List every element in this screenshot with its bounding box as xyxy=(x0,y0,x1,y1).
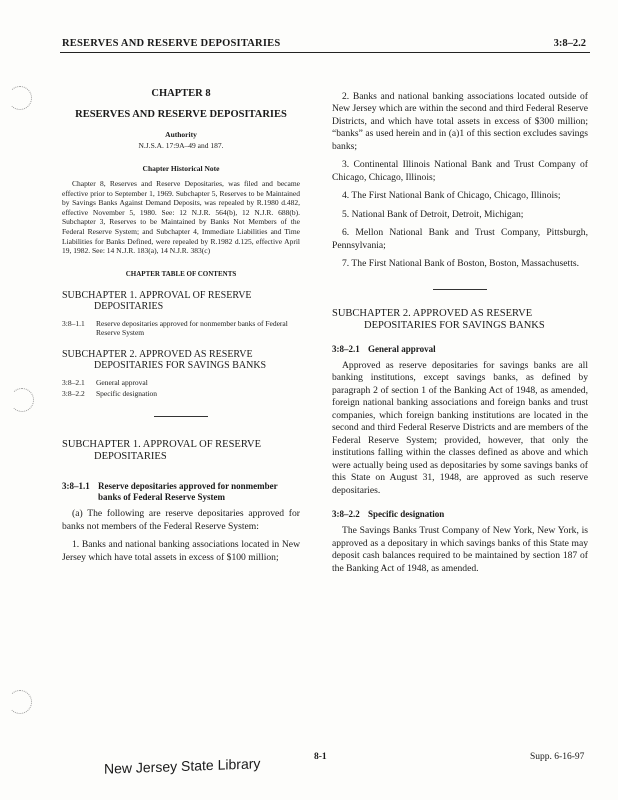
running-header-title: RESERVES AND RESERVE DEPOSITARIES xyxy=(62,38,281,49)
authority-label: Authority xyxy=(165,130,197,139)
toc-entry-number: 3:8–1.1 xyxy=(62,318,85,328)
toc-subchapter-1: SUBCHAPTER 1. APPROVAL OF RESERVE DEPOSITARIES xyxy=(62,289,252,313)
toc-subchapter-2: SUBCHAPTER 2. APPROVED AS RESERVE DEPOSITARIES FOR SAVINGS BANKS xyxy=(62,348,267,372)
toc-entry-number: 3:8–2.2 xyxy=(62,388,85,398)
toc-entry-text: General approval xyxy=(96,377,148,387)
toc-entry xyxy=(62,378,300,387)
list-item: 4. The First National Bank of Chicago, Chicago, Illinois; xyxy=(342,190,561,202)
list-item: 2. Banks and national banking associations located outside of New Jersey which are within the second and third Federal Reserve Districts, and which have total assets in excess of $300 million; “banks” as used herein and in (a)1 of this section excludes savings banks; xyxy=(332,91,588,152)
punch-hole-mark xyxy=(8,86,32,110)
section-title: Specific designation xyxy=(368,509,445,520)
punch-hole-mark xyxy=(10,388,34,412)
section-divider xyxy=(154,416,208,417)
authority-text: N.J.S.A. 17:9A–49 and 187. xyxy=(138,141,224,150)
chapter-number: CHAPTER 8 xyxy=(151,88,211,99)
history-label: Chapter Historical Note xyxy=(142,164,220,173)
list-item: 3. Continental Illinois National Bank and Trust Company of Chicago, Chicago, Illinois; xyxy=(332,159,588,183)
section-heading xyxy=(332,344,588,355)
section-heading xyxy=(62,481,300,504)
subchapter-1-heading: SUBCHAPTER 1. APPROVAL OF RESERVE DEPOSITARIES xyxy=(62,438,261,462)
section-title: General approval xyxy=(368,343,436,354)
punch-hole-mark xyxy=(8,690,32,714)
history-note: Chapter 8, Reserves and Reserve Depositaries, was filed and became effective prior to September 1, 1969. Subchapter 5, Reserves to be Maintained by Savings Banks Against Demand Deposits, was repealed by R.1980 d.482, effective November 5, 1980. See: 12 N.J.R. 564(b), 12 N.J.R. 688(b). Subchapter 3, Reserves to be Maintained by Banks Not Members of the Federal Reserve System; and Subchapter 4, Immediate Liabilities and Time Liabilities for Banks Defined, were repealed by R.1982 d.125, effective April 19, 1982. See: 14 N.J.R. 183(a), 14 N.J.R. 383(c) xyxy=(62,179,300,256)
section-heading xyxy=(332,509,588,520)
list-item: 1. Banks and national banking associations located in New Jersey which have total assets in excess of $100 million; xyxy=(62,539,300,563)
page-number: 8-1 xyxy=(314,752,327,762)
header-rule xyxy=(60,52,590,53)
toc-entry xyxy=(62,389,300,398)
left-column xyxy=(62,88,300,570)
section-title: Reserve depositaries approved for nonmember banks of Federal Reserve System xyxy=(98,480,278,503)
list-item: 7. The First National Bank of Boston, Boston, Massachusetts. xyxy=(342,258,579,270)
section-divider xyxy=(433,289,487,290)
library-stamp: New Jersey State Library xyxy=(104,755,261,777)
list-item: 5. National Bank of Detroit, Detroit, Michigan; xyxy=(342,208,524,220)
section-number: 3:8–2.1 xyxy=(332,343,360,354)
section-body: The Savings Banks Trust Company of New York, New York, is approved as a depositary in which savings banks of this State may deposit cash balances required to be maintained by section 187 of the Banking Act of 1948, as amended. xyxy=(332,525,588,574)
chapter-title: RESERVES AND RESERVE DEPOSITARIES xyxy=(75,109,287,120)
section-body: Approved as reserve depositaries for savings banks are all banking institutions, except savings banks, as defined by paragraph 2 of section 1 of the Banking Act of 1948, as amended, foreign national banking associations and foreign banks and trust companies, which foreign banking institutions are located in the second and third Federal Reserve Districts and are members of the Federal Reserve System; provided, however, that only the institutions falling within the classes defined as above and which were actually being used as depositaries by some savings banks of this State on August 31, 1948, are approved as such reserve depositaries. xyxy=(332,360,588,496)
running-header-section: 3:8–2.2 xyxy=(553,38,586,49)
section-intro: (a) The following are reserve depositaries approved for banks not members of the Federal Reserve System: xyxy=(62,508,300,532)
supplement-date: Supp. 6-16-97 xyxy=(530,752,585,762)
toc-entry-text: Specific designation xyxy=(96,388,158,398)
section-number: 3:8–2.2 xyxy=(332,509,360,520)
list-item: 6. Mellon National Bank and Trust Company, Pittsburgh, Pennsylvania; xyxy=(332,227,588,251)
toc-entry xyxy=(62,319,300,337)
section-number: 3:8–1.1 xyxy=(62,480,90,491)
toc-entry-number: 3:8–2.1 xyxy=(62,377,85,387)
toc-entry-text: Reserve depositaries approved for nonmember banks of Federal Reserve System xyxy=(96,318,288,337)
subchapter-2-heading: SUBCHAPTER 2. APPROVED AS RESERVE DEPOSITARIES FOR SAVINGS BANKS xyxy=(332,307,545,331)
toc-label: CHAPTER TABLE OF CONTENTS xyxy=(125,269,237,278)
right-column xyxy=(332,91,588,581)
